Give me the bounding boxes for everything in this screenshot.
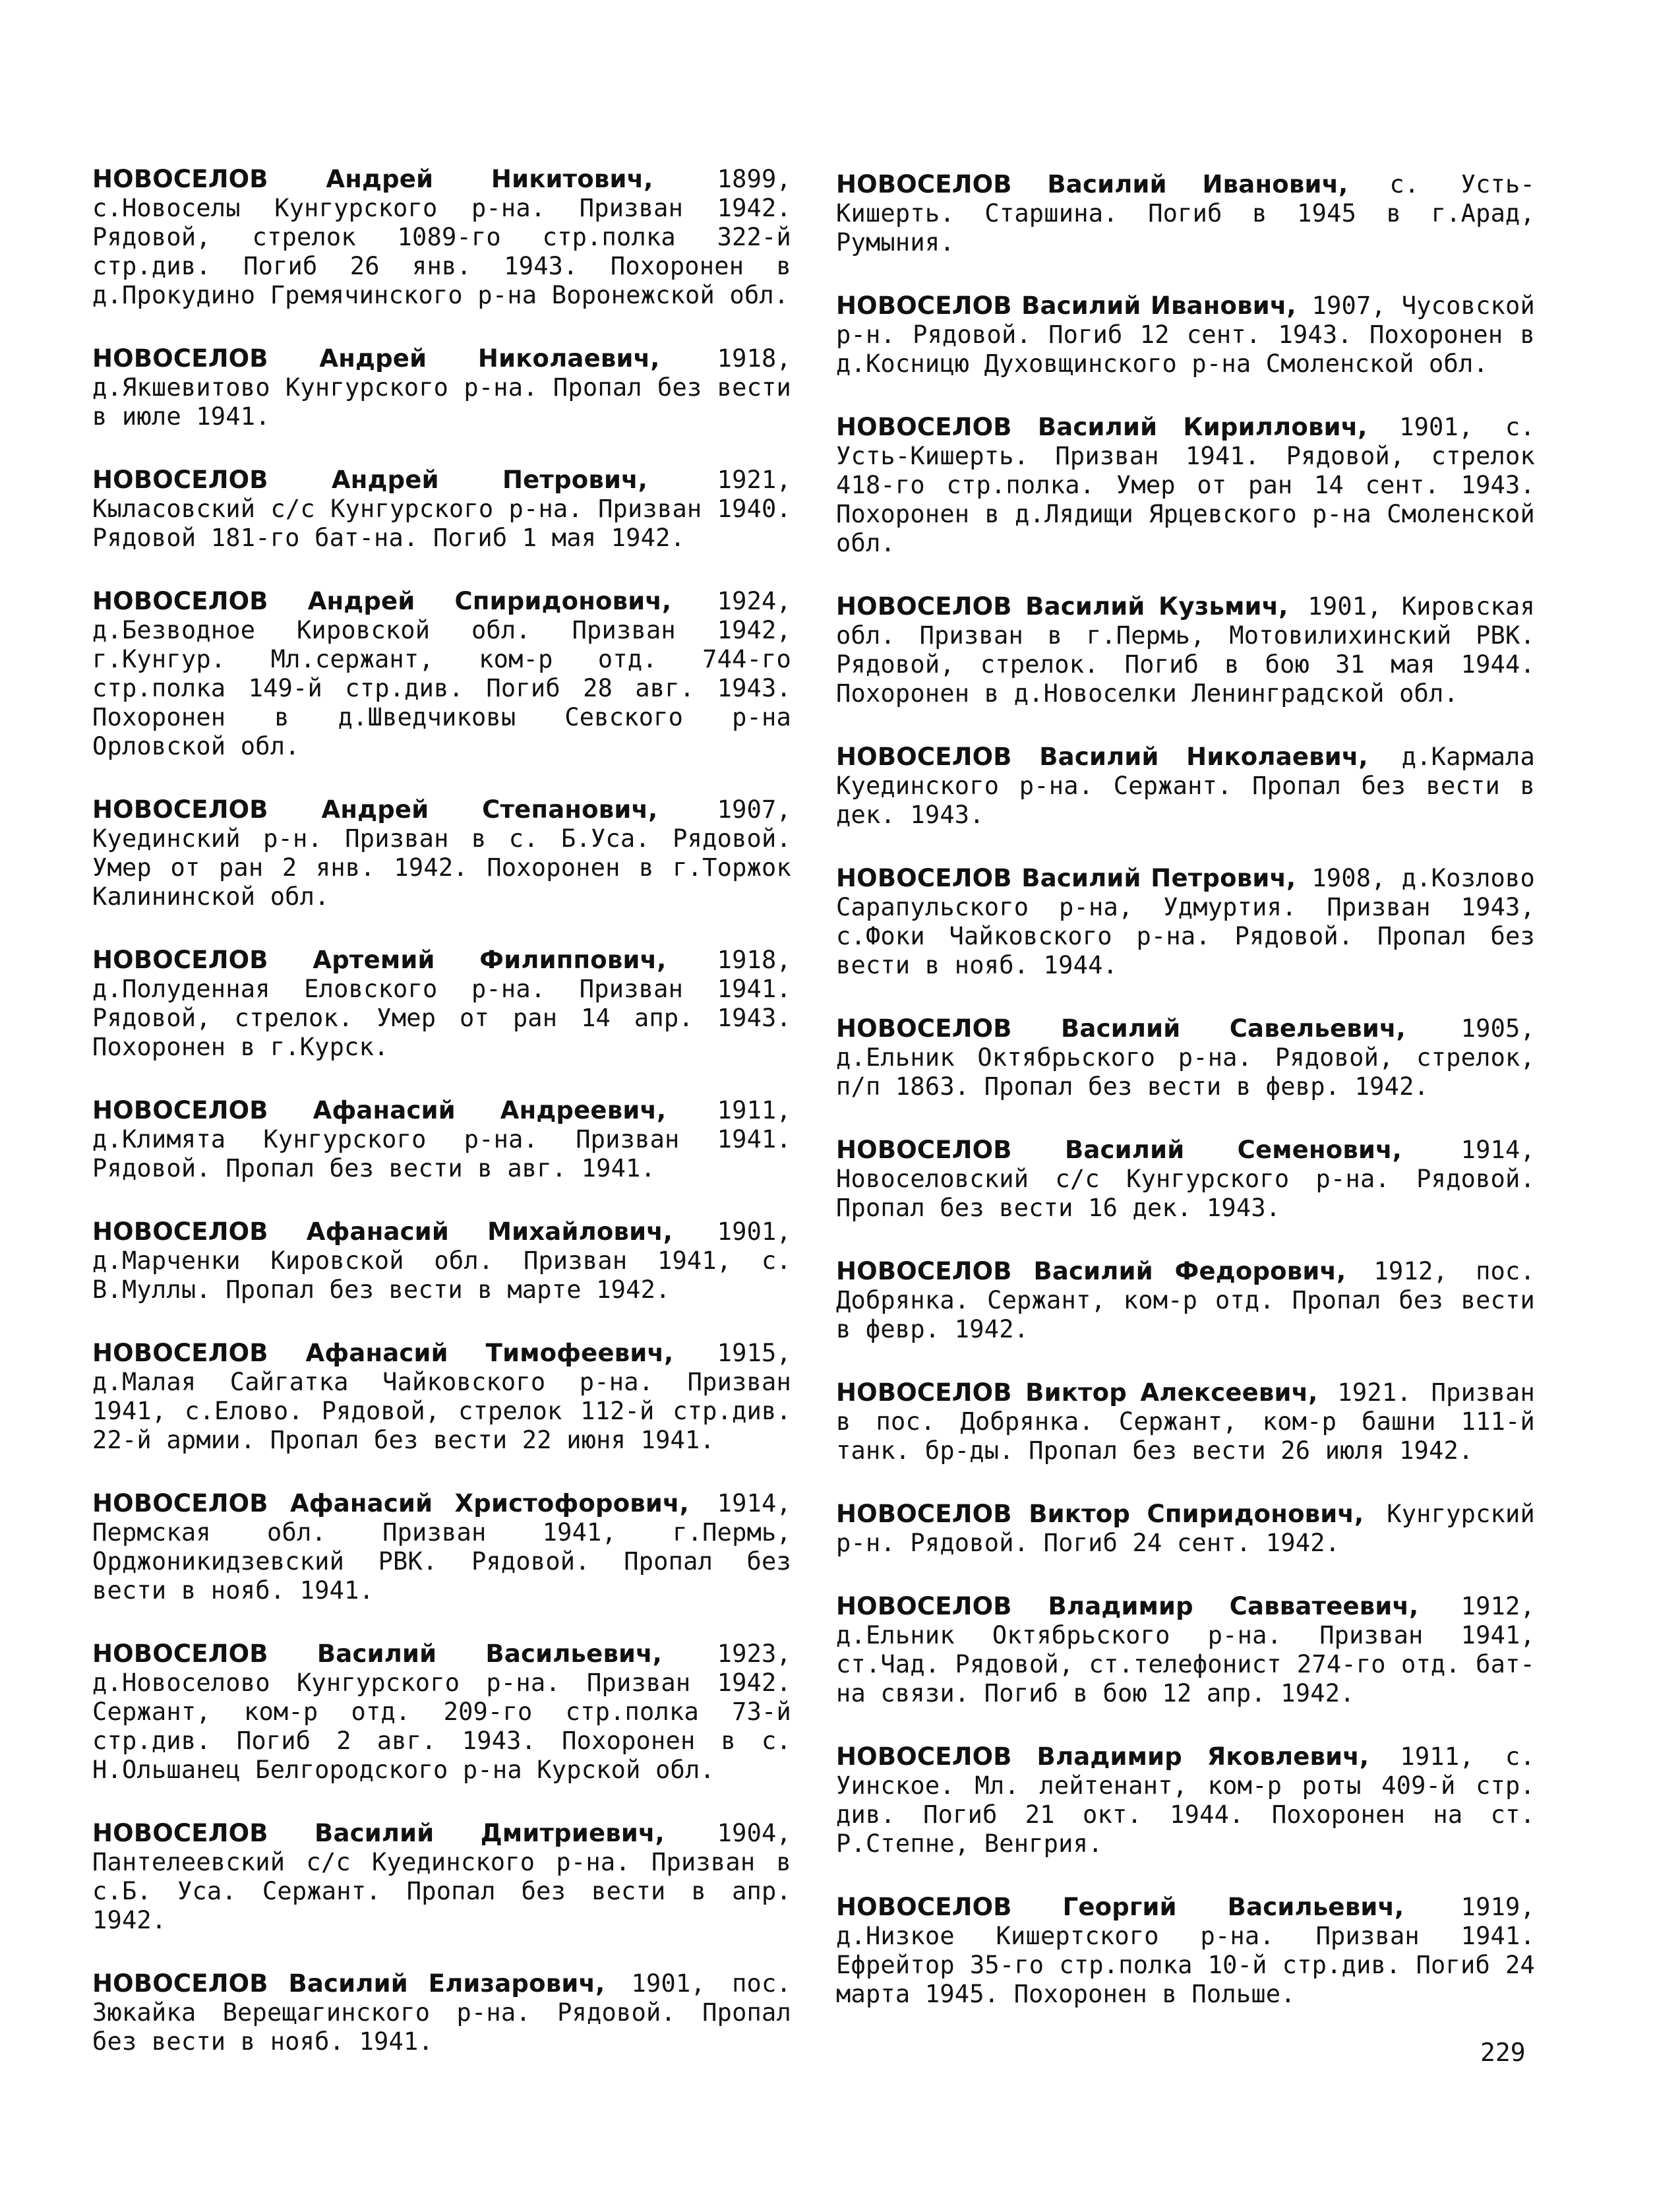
entry [836,1592,1535,1708]
entry [836,292,1535,379]
entry-text: 1911, д.Климята Кунгурского р-на. Призван 1941. Рядовой. Пропал без вести в авг. 1941. [92,1096,792,1183]
entry [836,1378,1535,1465]
entry-name: НОВОСЕЛОВ Василий Иванович, [836,170,1348,199]
entry-name: НОВОСЕЛОВ Артемий Филиппович, [92,946,667,974]
entry-name: НОВОСЕЛОВ Владимир Савватеевич, [836,1592,1419,1620]
entry-text: 1924, д.Безводное Кировской обл. Призван 1942, г.Кунгур. Мл.сержант, ком-р отд. 744-го стр.полка 149-й стр.див. Погиб 28 авг. 1943. Похоронен в д.Шведчиковы Севского р-на Орловской обл. [92,587,791,760]
entry-name: НОВОСЕЛОВ Афанасий Михайлович, [92,1217,673,1246]
entry-name: НОВОСЕЛОВ Василий Васильевич, [92,1640,663,1668]
entry [92,344,791,431]
right-column [836,170,1535,2043]
entry-text: 1907, Куединский р-н. Призван в с. Б.Уса. Рядовой. Умер от ран 2 янв. 1942. Похоронен в г.Торжок Калининской обл. [92,795,791,911]
entry-name: НОВОСЕЛОВ Виктор Спиридонович, [836,1500,1364,1528]
entry [836,413,1535,558]
entry [92,587,791,761]
entry [836,1742,1535,1859]
entry-text: 1899, с.Новоселы Кунгурского р-на. Призван 1942. Рядовой, стрелок 1089-го стр.полка 322-й стр.див. Погиб 26 янв. 1943. Похоронен в д.Прокудино Гремячинского р-на Воронежской обл. [92,165,791,309]
entry [836,1893,1535,2009]
entry [836,170,1535,257]
entry-text: 1919, д.Низкое Кишертского р-на. Призван 1941. Ефрейтор 35-го стр.полка 10-й стр.див. Погиб 24 марта 1945. Похоронен в Польше. [836,1893,1536,2008]
entry [92,1489,791,1605]
entry-name: НОВОСЕЛОВ Афанасий Тимофеевич, [92,1339,674,1367]
page-number: 229 [1480,2038,1526,2067]
entry-text: 1901, пос. Зюкайка Верещагинского р-на. Рядовой. Пропал без вести в нояб. 1941. [92,1969,791,2056]
entry-name: НОВОСЕЛОВ Виктор Алексеевич, [836,1378,1318,1407]
entry [92,1096,791,1183]
entry-text: 1901, Кировская обл. Призван в г.Пермь, Мотовилихинский РВК. Рядовой, стрелок. Погиб в бою 31 мая 1944. Похоронен в д.Новоселки Ленинградской обл. [836,592,1535,708]
entry-name: НОВОСЕЛОВ Андрей Спиридонович, [92,587,672,615]
entry [836,743,1535,830]
entry-name: НОВОСЕЛОВ Василий Иванович, [836,292,1296,320]
entry-name: НОВОСЕЛОВ Василий Кириллович, [836,413,1367,441]
entry [836,1136,1535,1223]
entry-text: 1901, д.Марченки Кировской обл. Призван 1941, с. В.Муллы. Пропал без вести в марте 1942. [92,1217,791,1304]
entry [836,1500,1535,1558]
entry-text: д.Кармала Куединского р-на. Сержант. Пропал без вести в дек. 1943. [836,743,1535,829]
entry-text: 1912, пос. Добрянка. Сержант, ком-р отд. Пропал без вести в февр. 1942. [836,1257,1535,1343]
entry-text: 1904, Пантелеевский с/с Куединского р-на. Призван в с.Б. Уса. Сержант. Пропал без вести в апр. 1942. [92,1819,791,1934]
entry-name: НОВОСЕЛОВ Василий Петрович, [836,864,1296,892]
entry-name: НОВОСЕЛОВ Василий Елизарович, [92,1969,605,1998]
entry-text: 1921, Кыласовский с/с Кунгурского р-на. Призван 1940. Рядовой 181-го бат-на. Погиб 1 мая 1942. [92,466,791,552]
entry-name: НОВОСЕЛОВ Георгий Васильевич, [836,1893,1404,1921]
entry-text: 1901, с. Усть-Кишерть. Призван 1941. Рядовой, стрелок 418-го стр.полка. Умер от ран 14 сент. 1943. Похоронен в д.Лядищи Ярцевского р-на Смоленской обл. [836,413,1535,557]
entry-name: НОВОСЕЛОВ Василий Николаевич, [836,743,1368,771]
entry-name: НОВОСЕЛОВ Андрей Петрович, [92,466,647,494]
entry-text: 1921. Призван в пос. Добрянка. Сержант, ком-р башни 111-й танк. бр-ды. Пропал без вести 26 июля 1942. [836,1378,1535,1465]
entry-text: 1908, д.Козлово Сарапульского р-на, Удмуртия. Призван 1943, с.Фоки Чайковского р-на. Рядовой. Пропал без вести в нояб. 1944. [836,864,1535,979]
entry-text: 1914, Пермская обл. Призван 1941, г.Пермь, Орджоникидзевский РВК. Рядовой. Пропал без вести в нояб. 1941. [92,1489,791,1605]
entry-text: 1918, д.Якшевитово Кунгурского р-на. Пропал без вести в июле 1941. [92,344,791,431]
entry-text: 1915, д.Малая Сайгатка Чайковского р-на. Призван 1941, с.Елово. Рядовой, стрелок 112-й стр.див. 22-й армии. Пропал без вести 22 июня 1941. [92,1339,791,1454]
entry [92,795,791,911]
entry-name: НОВОСЕЛОВ Василий Савельевич, [836,1014,1406,1043]
entry-text: 1918, д.Полуденная Еловского р-на. Призван 1941. Рядовой, стрелок. Умер от ран 14 апр. 1943. Похоронен в г.Курск. [92,946,791,1061]
entry [836,864,1535,980]
entry-name: НОВОСЕЛОВ Андрей Степанович, [92,795,658,824]
entry-name: НОВОСЕЛОВ Андрей Никитович, [92,165,653,193]
entry-name: НОВОСЕЛОВ Афанасий Христофорович, [92,1489,689,1518]
entry [92,1969,791,2056]
entry-text: 1912, д.Ельник Октябрьского р-на. Призван 1941, ст.Чад. Рядовой, ст.телефонист 274-го отд. бат-на связи. Погиб в бою 12 апр. 1942. [836,1592,1535,1707]
entry-text: Кунгурский р-н. Рядовой. Погиб 24 сент. 1942. [836,1500,1535,1557]
entry-name: НОВОСЕЛОВ Василий Кузьмич, [836,592,1288,621]
entry-text: 1905, д.Ельник Октябрьского р-на. Рядовой, стрелок, п/п 1863. Пропал без вести в февр. 1942. [836,1014,1535,1101]
entry-name: НОВОСЕЛОВ Андрей Николаевич, [92,344,660,373]
entry [836,1014,1535,1101]
entry-text: 1923, д.Новоселово Кунгурского р-на. Призван 1942. Сержант, ком-р отд. 209-го стр.полка 73-й стр.див. Погиб 2 авг. 1943. Похоронен в с. Н.Ольшанец Белгородского р-на Курской обл. [92,1640,792,1784]
entry-text: с. Усть-Кишерть. Старшина. Погиб в 1945 в г.Арад, Румыния. [836,170,1535,257]
entry-text: 1911, с. Уинское. Мл. лейтенант, ком-р роты 409-й стр. див. Погиб 21 окт. 1944. Похоронен на ст. Р.Степне, Венгрия. [836,1742,1535,1858]
left-column [92,165,791,2091]
entry [836,1257,1535,1344]
entry [92,1819,791,1935]
entry-name: НОВОСЕЛОВ Василий Семенович, [836,1136,1402,1164]
entry [92,1640,791,1785]
entry-text: 1907, Чусовской р-н. Рядовой. Погиб 12 сент. 1943. Похоронен в д.Косницю Духовщинского р-на Смоленской обл. [836,292,1535,378]
entry [92,165,791,310]
entry [92,466,791,553]
entry-name: НОВОСЕЛОВ Афанасий Андреевич, [92,1096,667,1124]
entry [92,946,791,1062]
entry-name: НОВОСЕЛОВ Владимир Яковлевич, [836,1742,1369,1771]
entry [92,1339,791,1455]
entry [836,592,1535,708]
entry-name: НОВОСЕЛОВ Василий Дмитриевич, [92,1819,665,1847]
entry-text: 1914, Новоселовский с/с Кунгурского р-на. Рядовой. Пропал без вести 16 дек. 1943. [836,1136,1535,1222]
entry-name: НОВОСЕЛОВ Василий Федорович, [836,1257,1346,1285]
entry [92,1217,791,1305]
